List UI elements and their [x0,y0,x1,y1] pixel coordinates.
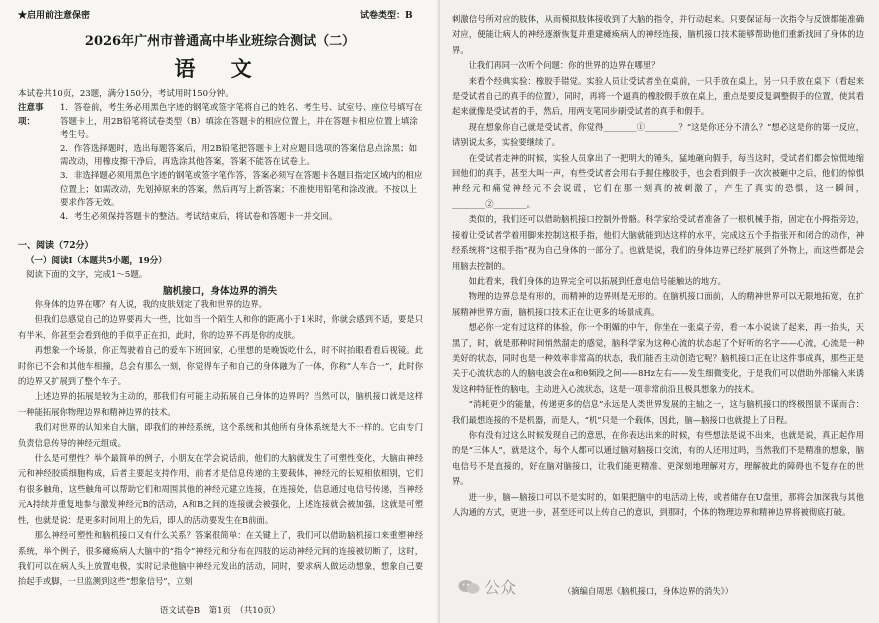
passage-paragraph: 现在想象你自己就是受试者，你觉得________①________？“这是你还分不清么？”想必这是你的第一反应，请别说太多，实验要继续了。 [452,121,864,148]
passage-paragraph: 在受试者走神的时候，实验人员拿出了一把明大的锤头，猛地砸向假手，每当这时，受试者们都会惊慌地缩回他们的真手，甚至大叫一声，有些受试者会用右手握住橡胶手，也会看到假手一次次被砸中之后，他们的惊惧神经元和痛觉神经元不会说谎，它们在那一刻真的被刺激了，产生了真实的恐惧，这一瞬间，________②________。 [452,152,864,209]
passage-paragraph: “消耗更少的能量，传递更多的信息”永远是人类世界发展的主轴之一，这与脑机接口的终极图景不谋而合：我们最想连接的不是机器，而是人，“机”只是一个载体，因此，脑—脑接口也就提上了日程。 [452,399,864,425]
confidential-label: ★启用前注意保密 [18,11,91,21]
watermark-text: 公众 [484,578,517,597]
passage-paragraph: 你有没有过这么时候发现自己的意思，在你表达出来的时候，有些想法是说不出来，也就是说，真正起作用的是“三体人”，就是这个，每个人都可以通过脑对脑接口交流，有的人还用过吗，当然我们不是精准的想象，脑电信号不是直接的，好在脑对脑接口，让我们能更精准、更深刻地理解对方，理解彼此的障碍也不复存在的世界。 [452,429,864,487]
passage-title: 脑机接口，身体边界的消失 [162,286,277,297]
page-footer: 语文试卷B 第1页 （共10页） [159,606,281,616]
exam-meta: 本试卷共10页，23题，满分150分，考试用时150分钟。 [18,89,234,99]
right-passage [452,12,864,572]
paper-type-label: 试卷类型：B [360,11,413,21]
watermark [458,575,516,598]
passage-paragraph: 但我们总感觉自己的边界要再大一些，比如当一个陌生人和你的距离小于1米时，你就会感到不适，要是只有半米，你甚至会看到他的手似乎正在扣，此时，你的边界不再是你的皮肤。 [18,314,423,340]
note-item: 1．答卷前，考生务必用黑色字迹的钢笔或签字笔将自己的姓名、考生号、试室号、座位号填写在答题卡上，用2B铅笔将试卷类型（B）填涂在答题卡的相应位置上，并在答题卡相应位置上填涂考生号。 [60,103,423,141]
exam-title: 2026年广州市普通高中毕业班综合测试（二） [84,34,356,49]
wechat-icon [458,579,480,595]
passage-paragraph: 进一步，脑—脑接口可以不是实时的，如果把脑中的电活动上传，或者储存在U盘里，那将会加深我与其他人沟通的方式，更进一步，甚至还可以上传自己的意识，到那时，个体的物理边界和精神边界将被彻底打破。 [452,491,864,517]
notes-label: 注意事项： [18,103,44,127]
passage-paragraph: 你身体的边界在哪？有人说，我的皮肤划定了我和世界的边界。 [34,299,267,309]
passage-paragraph: 刺激信号所对应的肢体，从而模拟肢体接收到了大脑的指令，并行动起来。只要保证每一次指令与反馈都能准确对应，便能让病人的神经逐渐恢复并重建瘫痪病人的神经连接，脑机接口技术能够帮助他们重新找回了身体的边界。 [452,14,864,55]
passage-paragraph: 让我们再同一次听个问题：你的世界的边界在哪里？ [468,60,660,71]
passage-paragraph: 再想象一个场景，你正驾驶着自己的爱车下班回家，心里想的是晚饭吃什么，时不时抬眼看看后视镜。此时你已不会和其他车相撞，总会有那么一刻，你觉得车子和自己的身体融为了一体，你称“人车合一”，此时你的边界又扩展到了整个车子。 [18,345,423,387]
right-page [440,0,879,623]
passage-paragraph: 我们对世界的认知来自大脑，即我们的神经系统，这个系统和其他所有身体系统是大不一样的。它由专门负责信息传导的神经元组成。 [18,422,423,448]
subsection-heading: （一）阅读Ⅰ（本题共5小题，19分） [26,256,167,266]
reading-instruction: 阅读下面的文字，完成1～5题。 [26,270,148,280]
passage-paragraph: 上述边界的拓展是较为主动的，那我们有可能主动拓展自己身体的边界吗？当然可以，脑机接口就是这样一种能拓展你物理边界和精神边界的技术。 [18,391,423,417]
subject-title: 语 文 [174,56,266,81]
passage-paragraph: 什么是可塑性？举个最简单的例子，小朋友在学会说话前，他们的大脑就发生了可塑性变化，大脑由神经元和神经胶质细胞构成，后者主要起支持作用，前者才是信息传递的主要载体，神经元的长短相依相别，它们有很多触角，这些触角可以帮助它们和周围其他的神经元建立连接，在连接处，信息通过电信号传递，当神经元A持续并重复地参与激发神经元B的活动，A和B之间的连接就会被强化，上述连接就会被加强，这就是可塑性，也就是说：是更多时间用上的先后，即人的活动要发生在B前面。 [18,453,423,525]
passage-paragraph: 物理的边界总是有形的，而精神的边界则是无形的。在脑机接口面前，人的精神世界可以无限地拓宽，在扩展精神世界方面，脑机接口技术正在让更多的场景成真。 [452,291,864,317]
passage-paragraph: 类似的，我们还可以借助脑机接口控制外骨骼。科学家给受试者准备了一根机械手指，固定在小拇指旁边，接着让受试者学着用脚来控制这根手指，他们大脑就能到达这样的水平，完成这五个手指张开和闭合的动作，神经系统将“这根手指”视为自己身体的一部分了。也就是说，我们的身体边界已经扩展到了外物上，而这些都是会用脑去控制的。 [452,214,864,271]
note-item: 4．考生必须保持答题卡的整洁。考试结束后，将试卷和答题卡一并交回。 [60,211,338,222]
passage-paragraph: 那么神经可塑性和脑机接口又有什么关系？答案很简单：在关键上了，我们可以借助脑机接口来重塑神经系统，举个例子，很多瘫痪病人大脑中的“指令”神经元和分布在四肢的运动神经元间的连接被切断了，这时，我们可以在病人头上放置电极，实时记录他脑中神经元发出的活动，同时，要求病人做运动想象，想象自己要抬起手或脚，一旦监测到这些“想象信号”，立刻 [18,530,423,587]
left-passage [18,297,423,600]
note-item: 2．作答选择题时，选出每题答案后，用2B铅笔把答题卡上对应题目选项的答案信息点涂黑；如需改动，用橡皮擦干净后，再选涂其他答案，答案不能答在试卷上。 [60,143,418,168]
note-item: 3．非选择题必须用黑色字迹的钢笔或签字笔作答，答案必须写在答题卡各题目指定区域内的相应位置上；如需改动，先划掉原来的答案，然后再写上新答案；不准使用铅笔和涂改液。不按以上要求作答无效。 [60,170,423,209]
passage-paragraph: 来看个经典实验：橡胶手错觉。实验人员让受试者坐在桌前，一只手放在桌上，另一只手放在桌下（看起来是受试者自己的真手的位置），同时，再将一个逼真的橡胶假手放在桌上，重点是要反复调整假手的位置，使其看起来就像是受试者的手，然后，用两支笔同步刷受试者的真手和假手。 [452,75,864,117]
section-heading: 一、阅读（72分） [18,241,94,251]
passage-paragraph: 想必你一定有过这样的体验，你一个明媚的中午，你坐在一张桌子旁，看一本小说读了起来，再一抬头，天黑了，时，就是那种时间悄然溜走的感觉，脑科学家为这种心流的状态起了个好听的名字——心流，心流是一种美好的状态，同时也是一种效率非常高的状态，我们能否主动创造它呢？脑机接口正在让这件事成真，那些正是关于心流状态的人的脑电波会在α和θ频段之间——8Hz左右——发生细微变化，于是我们可以借助外部输入来诱发这种特征性的脑电，主动进入心流状态，这是一项非常前沿且极具想象力的技术。 [452,322,864,394]
passage-paragraph: 如此看来，我们身体的边界完全可以拓展到任意电信号能触达的地方。 [468,275,726,286]
notes-block [18,102,423,224]
source-citation: （摘编自周思《脑机接口，身体边界的消失》） [563,586,734,596]
